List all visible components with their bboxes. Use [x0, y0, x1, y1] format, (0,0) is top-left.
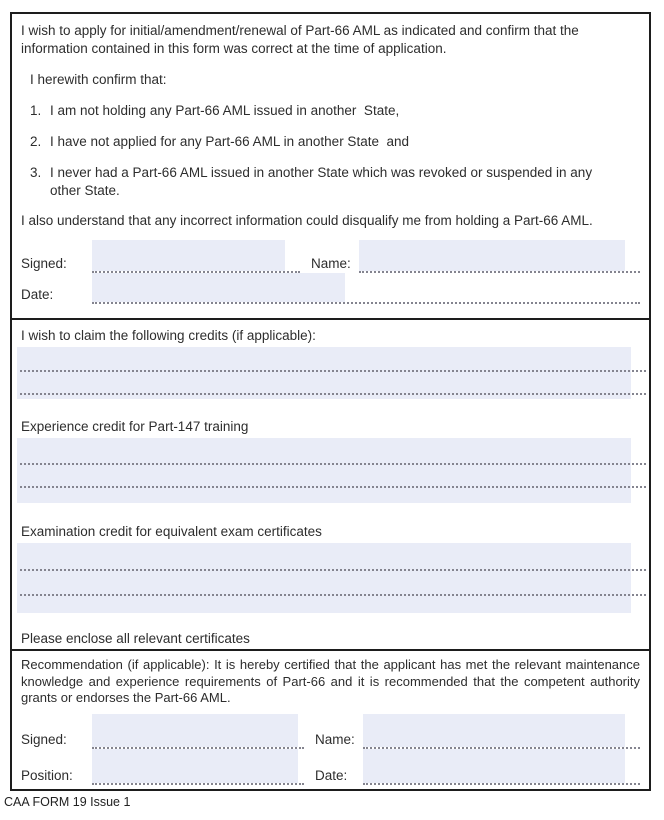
signed-label: Signed:	[21, 731, 67, 747]
exam-credit-heading: Examination credit for equivalent exam certificates	[21, 524, 322, 539]
recommendation-section	[12, 651, 649, 789]
position-label: Position:	[21, 767, 73, 783]
authority-position-field[interactable]	[92, 749, 304, 785]
experience-credit-heading: Experience credit for Part-147 training	[21, 419, 249, 434]
declaration-item-3	[30, 164, 640, 200]
write-line	[20, 569, 646, 571]
item-text: I have not applied for any Part-66 AML in another State and	[50, 134, 409, 149]
applicant-date-row	[21, 273, 640, 304]
claim-credits-heading: I wish to claim the following credits (if applicable):	[21, 328, 316, 343]
item-text: I never had a Part-66 AML issued in another State which was revoked or suspended in any other State.	[50, 165, 596, 198]
declaration-item-2	[30, 133, 640, 151]
applicant-signature-row	[21, 240, 640, 273]
name-label: Name:	[311, 256, 351, 271]
field-fill	[359, 240, 625, 271]
authority-position-date-row	[21, 749, 640, 785]
recommendation-text: Recommendation (if applicable): It is hereby certified that the applicant has met the relevant maintenance knowledge and experience requirements of Part-66 and it is recommended that the competent authority grants or endorses the Part-66 AML.	[21, 657, 640, 705]
disqualify-note: I also understand that any incorrect information could disqualify me from holding a Part-66 AML.	[21, 213, 593, 228]
write-line	[20, 463, 646, 465]
experience-credit-field[interactable]	[15, 438, 647, 503]
field-fill	[92, 273, 345, 302]
field-fill	[17, 543, 631, 613]
authority-signed-field[interactable]	[92, 714, 304, 749]
item-number: 2.	[30, 134, 42, 149]
write-line	[20, 594, 646, 596]
date-label: Date:	[21, 287, 54, 302]
claim-credits-field[interactable]	[15, 347, 647, 399]
part66-application-form	[10, 12, 651, 791]
signed-label: Signed:	[21, 256, 67, 271]
write-line	[20, 486, 646, 488]
field-fill	[92, 714, 298, 747]
item-number: 1.	[30, 103, 42, 118]
field-fill	[92, 240, 285, 271]
applicant-name-field[interactable]	[359, 240, 640, 273]
applicant-date-field[interactable]	[92, 273, 640, 304]
declaration-section	[12, 14, 649, 320]
declaration-intro: I wish to apply for initial/amendment/renewal of Part-66 AML as indicated and confirm that the information contained in this form was correct at the time of application.	[21, 23, 579, 56]
item-text: I am not holding any Part-66 AML issued in another State,	[50, 103, 400, 118]
write-line	[20, 393, 646, 395]
applicant-signed-field[interactable]	[92, 240, 300, 273]
field-fill	[17, 438, 631, 503]
authority-date-field[interactable]	[363, 749, 640, 785]
write-line	[20, 370, 646, 372]
field-fill	[363, 749, 625, 783]
authority-name-field[interactable]	[363, 714, 640, 749]
enclose-certificates-note: Please enclose all relevant certificates	[21, 631, 250, 646]
declaration-item-1	[30, 102, 640, 120]
authority-signature-row	[21, 714, 640, 749]
exam-credit-field[interactable]	[15, 543, 647, 613]
field-fill	[363, 714, 625, 747]
name-label: Name:	[315, 731, 355, 747]
item-number: 3.	[30, 165, 42, 180]
credits-section	[12, 320, 649, 651]
form-footer: CAA FORM 19 Issue 1	[4, 795, 131, 809]
date-label: Date:	[315, 767, 348, 783]
field-fill	[92, 749, 298, 783]
field-fill	[17, 347, 631, 399]
confirm-heading: I herewith confirm that:	[30, 72, 167, 87]
